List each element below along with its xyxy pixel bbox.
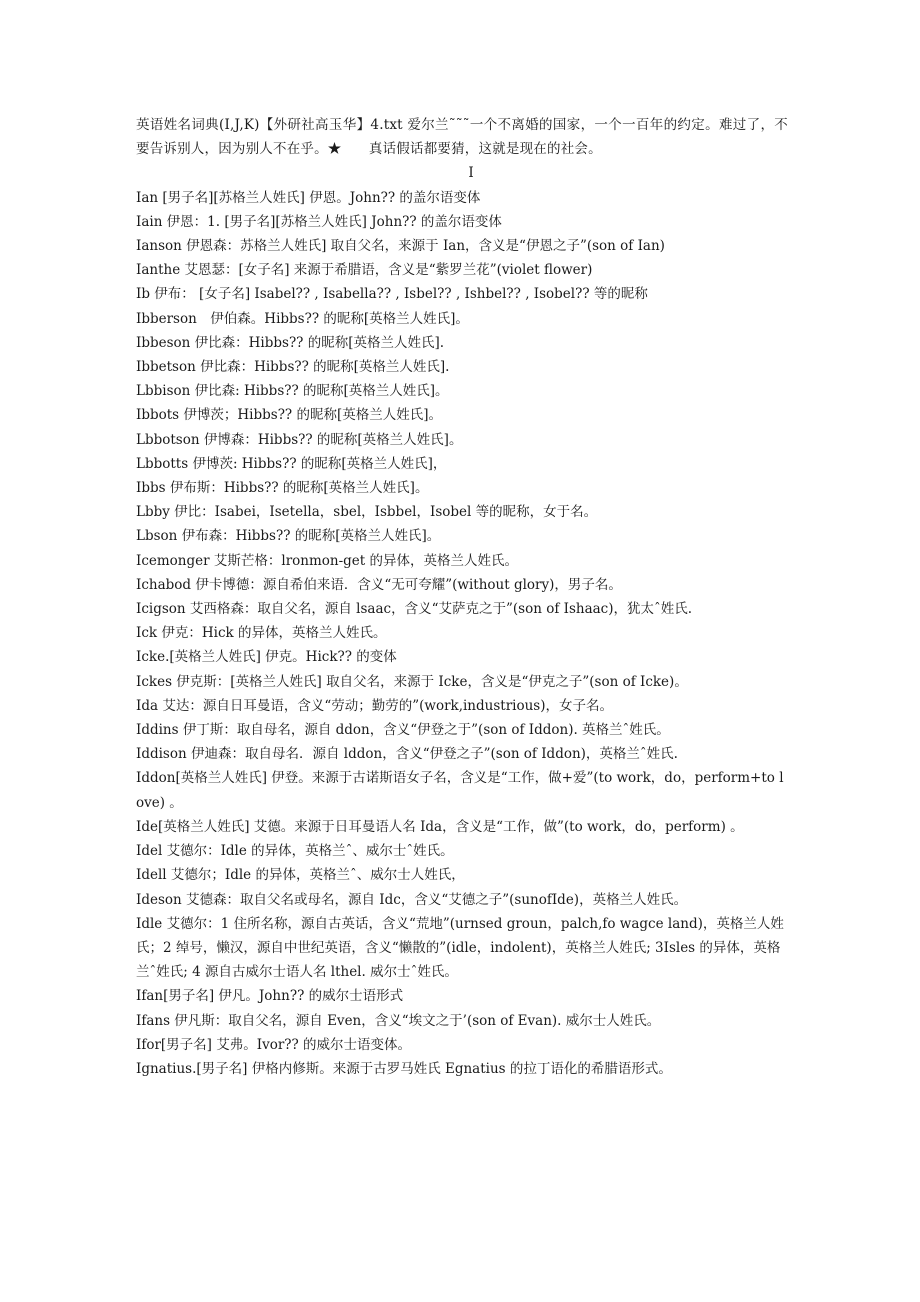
entry-list xyxy=(136,186,788,1082)
dictionary-entry: Ick 伊克：Hick 的异体，英格兰人姓氏。 xyxy=(136,625,387,642)
dictionary-entry: Idel 艾德尔：Idle 的异体，英格兰ˆ、威尔士ˆ姓氏。 xyxy=(136,843,454,860)
dictionary-entry: Icemonger 艾斯芒格：lronmon-get 的异体，英格兰人姓氏。 xyxy=(136,552,519,569)
dictionary-entry: Ifor[男子名] 艾弗。Ivor?? 的威尔士语变体。 xyxy=(136,1036,412,1053)
dictionary-entry: Lbbotts 伊博茨: Hibbs?? 的昵称[英格兰人姓氏]， xyxy=(136,455,447,472)
dictionary-entry: Ibbs 伊布斯：Hibbs?? 的昵称[英格兰人姓氏]。 xyxy=(136,480,429,497)
dictionary-entry: Lbby 伊比：Isabei，Isetella，sbel，Isbbel，Isobel 等的昵称，女于名。 xyxy=(136,504,598,521)
dictionary-entry: Ide[英格兰人姓氏] 艾德。来源于日耳曼语人名 Ida，含义是“工作，做”(to work，do，perform) 。 xyxy=(136,818,744,835)
dictionary-entry: Ignatius.[男子名] 伊格内修斯。来源于古罗马姓氏 Egnatius 的拉丁语化的希腊语形式。 xyxy=(136,1060,672,1077)
dictionary-entry: Ianthe 艾恩瑟：[女子名] 来源于希腊语，含义是“紫罗兰花”(violet flower) xyxy=(136,262,593,279)
dictionary-entry: Ibberson 伊伯森。Hibbs?? 的昵称[英格兰人姓氏]。 xyxy=(136,310,469,327)
dictionary-entry: Lbson 伊布森：Hibbs?? 的昵称[英格兰人姓氏]。 xyxy=(136,528,441,545)
dictionary-entry: Ifan[男子名] 伊凡。John?? 的威尔士语形式 xyxy=(136,988,404,1005)
document-header-text: 英语姓名词典(I,J,K)【外研社高玉华】4.txt 爱尔兰˜˜˜一个不离婚的国家，一个一百年的约定。难过了，不要告诉别人，因为别人不在乎。★ 真话假话都要猜，这就是现在的社会。 xyxy=(136,117,788,158)
dictionary-entry: Idell 艾德尔；Idle 的异体，英格兰ˆ、威尔士人姓氏， xyxy=(136,867,465,884)
dictionary-entry: Ibbots 伊博茨；Hibbs?? 的昵称[英格兰人姓氏]。 xyxy=(136,407,442,424)
dictionary-entry: Ibbetson 伊比森：Hibbs?? 的昵称[英格兰人姓氏]. xyxy=(136,359,450,376)
dictionary-entry: Iddon[英格兰人姓氏] 伊登。来源于古诺斯语女子名，含义是“工作，做+爱”(to work，do，perform+to love) 。 xyxy=(136,770,784,811)
dictionary-entry: Lbbotson 伊博森：Hibbs?? 的昵称[英格兰人姓氏]。 xyxy=(136,431,463,448)
dictionary-entry: Icke.[英格兰人姓氏] 伊克。Hick?? 的变体 xyxy=(136,649,397,666)
dictionary-entry: Icigson 艾西格森：取自父名，源自 lsaac，含义“艾萨克之于”(son of Ishaac)，犹太ˆ姓氏. xyxy=(136,601,693,618)
dictionary-entry: Ideson 艾德森：取自父名或母名，源自 Idc，含义“艾德之子”(sunofIde)，英格兰人姓氏。 xyxy=(136,891,688,908)
dictionary-entry: Iddison 伊迪森：取自母名．源自 lddon，含义“伊登之子”(son of Iddon)，英格兰ˆ姓氏. xyxy=(136,746,678,763)
dictionary-entry: Ib 伊布： [女子名] Isabel?? , Isabella?? , Isbel?? , Ishbel?? , Isobel?? 等的昵称 xyxy=(136,286,648,303)
section-letter-heading: I xyxy=(468,165,474,182)
dictionary-entry: Iain 伊恩：1. [男子名][苏格兰人姓氏] John?? 的盖尔语变体 xyxy=(136,213,502,230)
dictionary-entry: Idle 艾德尔：1 住所名称，源自古英话，含义“荒地”(urnsed groun，palch,fo wagce land)，英格兰人姓氏；2 绰号，懒汉，源自中世纪英语，含义“懒散的”(idle，indolent)，英格兰人姓氏; 3Isles 的异体，英格兰ˆ姓氏; 4 源自古威尔士语人名 lthel. 威尔士ˆ姓氏。 xyxy=(136,915,784,981)
dictionary-entry: Ickes 伊克斯：[英格兰人姓氏] 取自父名，来源于 Icke，含义是“伊克之子”(son of Icke)。 xyxy=(136,673,688,690)
dictionary-entry: Ifans 伊凡斯：取自父名，源自 Even，含义“埃文之于’(son of Evan). 威尔士人姓氏。 xyxy=(136,1012,661,1029)
dictionary-entry: Lbbison 伊比森: Hibbs?? 的昵称[英格兰人姓氏]。 xyxy=(136,383,449,400)
dictionary-entry: Ibbeson 伊比森：Hibbs?? 的昵称[英格兰人姓氏]. xyxy=(136,334,445,351)
dictionary-entry: Ida 艾达：源自日耳曼语，含义“劳动；勤劳的”(work,industrious)，女子名。 xyxy=(136,697,613,714)
dictionary-entry: Ichabod 伊卡博德：源自希伯来语．含义“无可夸耀”(without glory)，男子名。 xyxy=(136,576,622,593)
dictionary-entry: Ian [男子名][苏格兰人姓氏] 伊恩。John?? 的盖尔语变体 xyxy=(136,189,481,206)
document-body xyxy=(136,113,788,1081)
dictionary-entry: Ianson 伊恩森：苏格兰人姓氏] 取自父名，来源于 Ian，含义是“伊恩之子”(son of Ian) xyxy=(136,238,665,255)
dictionary-entry: Iddins 伊丁斯：取自母名，源自 ddon，含义“伊登之于”(son of Iddon). 英格兰ˆ姓氏。 xyxy=(136,722,670,739)
